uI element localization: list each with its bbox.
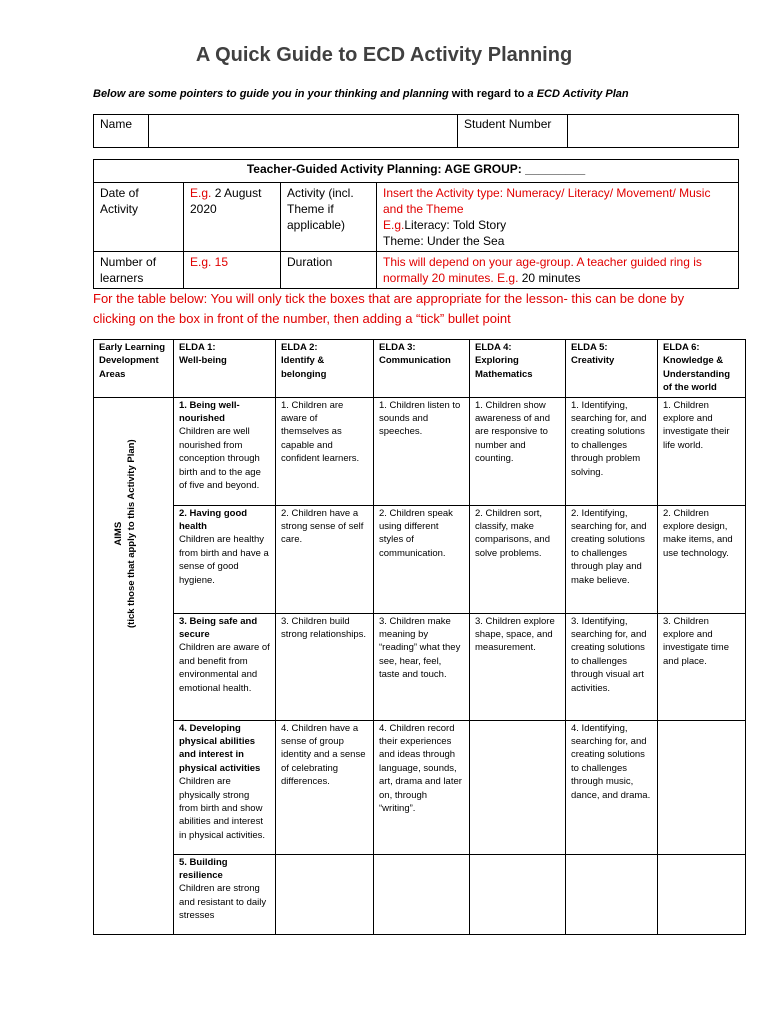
student-info-table — [93, 114, 739, 148]
aim-cell[interactable]: 1. Children listen to sounds and speeches. — [374, 397, 470, 505]
aims-side-label — [112, 439, 138, 628]
elda-code: ELDA 2: — [281, 342, 318, 353]
aim-title: 2. Having good health — [179, 507, 248, 533]
date-eg: E.g. — [190, 186, 212, 200]
student-number-field[interactable] — [568, 115, 739, 148]
elda-2-header — [276, 340, 374, 398]
tick-instruction-note: For the table below: You will only tick the boxes that are appropriate for the lesson- this can be done by clicking on the box in front of the number, then adding a “tick” bullet point — [93, 291, 685, 326]
elda-5-header — [566, 340, 658, 398]
planning-table — [93, 159, 739, 289]
aim-cell[interactable]: 1. Children explore and investigate their life world. — [658, 397, 746, 505]
learners-label: Number of learners — [94, 252, 184, 289]
duration-label: Duration — [281, 252, 377, 289]
aim-cell[interactable] — [174, 854, 276, 934]
aim-text: Children are aware of and benefit from environmental and emotional health. — [179, 642, 270, 694]
elda-name: Creativity — [571, 355, 615, 367]
duration-eg: E.g. — [497, 271, 519, 285]
intro-part2: with regard to — [451, 88, 525, 100]
duration-instruction: This will depend on your age-group. A teacher guided ring is normally 20 minutes. — [383, 255, 702, 285]
page-title: A Quick Guide to ECD Activity Planning — [195, 44, 573, 66]
aim-text: Children are well nourished from conception through birth and to the age of five and beyond. — [179, 426, 261, 492]
areas-header: Early Learning Development Areas — [94, 340, 174, 398]
aim-cell[interactable] — [174, 613, 276, 720]
date-text: 2 August 2020 — [190, 186, 262, 216]
elda-name: Exploring Mathematics — [475, 355, 533, 380]
aim-cell[interactable]: 3. Identifying, searching for, and creating solutions to challenges through visual art activities. — [566, 613, 658, 720]
aim-cell[interactable]: 1. Children are aware of themselves as capable and confident learners. — [276, 397, 374, 505]
aim-text: Children are physically strong from birth and show abilities and interest in physical activities. — [179, 776, 266, 841]
duration-value[interactable] — [377, 252, 739, 289]
elda-1-header — [174, 340, 276, 398]
aim-cell[interactable]: 2. Children speak using different styles of communication. — [374, 505, 470, 613]
aims-instruction: (tick those that apply to this Activity Plan) — [126, 439, 137, 628]
duration-text: 20 minutes — [518, 271, 581, 285]
aim-cell[interactable]: 2. Children explore design, make items, and use technology. — [658, 505, 746, 613]
activity-eg: E.g. — [383, 218, 405, 232]
elda-name: Well-being — [179, 355, 227, 367]
elda-3-header — [374, 340, 470, 398]
aim-cell[interactable]: 3. Children make meaning by “reading” what they see, hear, feel, taste and touch. — [374, 613, 470, 720]
aim-cell[interactable]: 2. Children sort, classify, make comparisons, and solve problems. — [470, 505, 566, 613]
elda-code: ELDA 6: — [663, 342, 700, 353]
aim-cell[interactable] — [658, 720, 746, 854]
aim-title: 5. Building resilience — [179, 856, 228, 882]
elda-table — [93, 339, 746, 935]
aim-cell[interactable]: 1. Children show awareness of and are responsive to number and counting. — [470, 397, 566, 505]
intro-part3: a ECD Activity Plan — [524, 88, 629, 100]
activity-example-line — [383, 217, 732, 233]
activity-instruction: Insert the Activity type: Numeracy/ Literacy/ Movement/ Music and the Theme — [383, 186, 711, 216]
intro-part1: Below are some pointers to guide you in your thinking and planning — [93, 88, 452, 100]
elda-4-header — [470, 340, 566, 398]
elda-name: Communication — [379, 355, 451, 367]
elda-code: ELDA 5: — [571, 342, 608, 353]
activity-label: Activity (incl. Theme if applicable) — [281, 183, 377, 252]
aim-cell[interactable]: 3. Children explore and investigate time and place. — [658, 613, 746, 720]
theme-example: Theme: Under the Sea — [383, 234, 505, 248]
aim-cell[interactable]: 2. Identifying, searching for, and creating solutions to challenges through play and make believe. — [566, 505, 658, 613]
activity-value[interactable] — [377, 183, 739, 252]
aims-side-cell — [94, 397, 174, 934]
elda-name: Knowledge & Understanding of the world — [663, 355, 731, 394]
elda-code: ELDA 4: — [475, 342, 512, 353]
aim-title: 3. Being safe and secure — [179, 615, 258, 641]
aim-text: Children are healthy from birth and have a sense of good hygiene. — [179, 534, 269, 586]
aim-cell[interactable] — [174, 397, 276, 505]
planning-header: Teacher-Guided Activity Planning: AGE GROUP: _________ — [94, 160, 739, 183]
aim-cell[interactable]: 2. Children have a strong sense of self care. — [276, 505, 374, 613]
aim-cell[interactable]: 4. Identifying, searching for, and creating solutions to challenges through music, dance, and drama. — [566, 720, 658, 854]
aim-cell[interactable]: 1. Identifying, searching for, and creating solutions to challenges through problem solving. — [566, 397, 658, 505]
aim-cell[interactable] — [566, 854, 658, 934]
aim-cell[interactable]: 3. Children build strong relationships. — [276, 613, 374, 720]
activity-example: Literacy: Told Story — [404, 218, 507, 232]
aim-cell[interactable] — [374, 854, 470, 934]
aim-cell[interactable]: 3. Children explore shape, space, and measurement. — [470, 613, 566, 720]
date-value[interactable] — [184, 183, 281, 252]
elda-code: ELDA 3: — [379, 342, 416, 353]
name-label: Name — [94, 115, 149, 148]
intro-text — [93, 88, 629, 100]
aim-cell[interactable] — [276, 854, 374, 934]
aim-cell[interactable] — [174, 720, 276, 854]
date-label: Date of Activity — [94, 183, 184, 252]
aim-text: Children are strong and resistant to daily stresses — [179, 883, 267, 922]
elda-name: Identify & belonging — [281, 355, 327, 380]
aim-title: 1. Being well-nourished — [179, 399, 240, 425]
student-number-label: Student Number — [458, 115, 568, 148]
aim-cell[interactable] — [470, 854, 566, 934]
elda-6-header — [658, 340, 746, 398]
aim-cell[interactable] — [470, 720, 566, 854]
aim-cell[interactable]: 4. Children have a sense of group identity and a sense of celebrating differences. — [276, 720, 374, 854]
elda-code: ELDA 1: — [179, 342, 216, 353]
aim-cell[interactable] — [658, 854, 746, 934]
learners-value[interactable]: E.g. 15 — [184, 252, 281, 289]
name-field[interactable] — [149, 115, 458, 148]
aim-cell[interactable]: 4. Children record their experiences and ideas through language, sounds, art, drama and later on, through “writing”. — [374, 720, 470, 854]
aims-label: AIMS — [113, 521, 124, 546]
aim-cell[interactable] — [174, 505, 276, 613]
aim-title: 4. Developing physical abilities and interest in physical activities — [179, 722, 261, 774]
